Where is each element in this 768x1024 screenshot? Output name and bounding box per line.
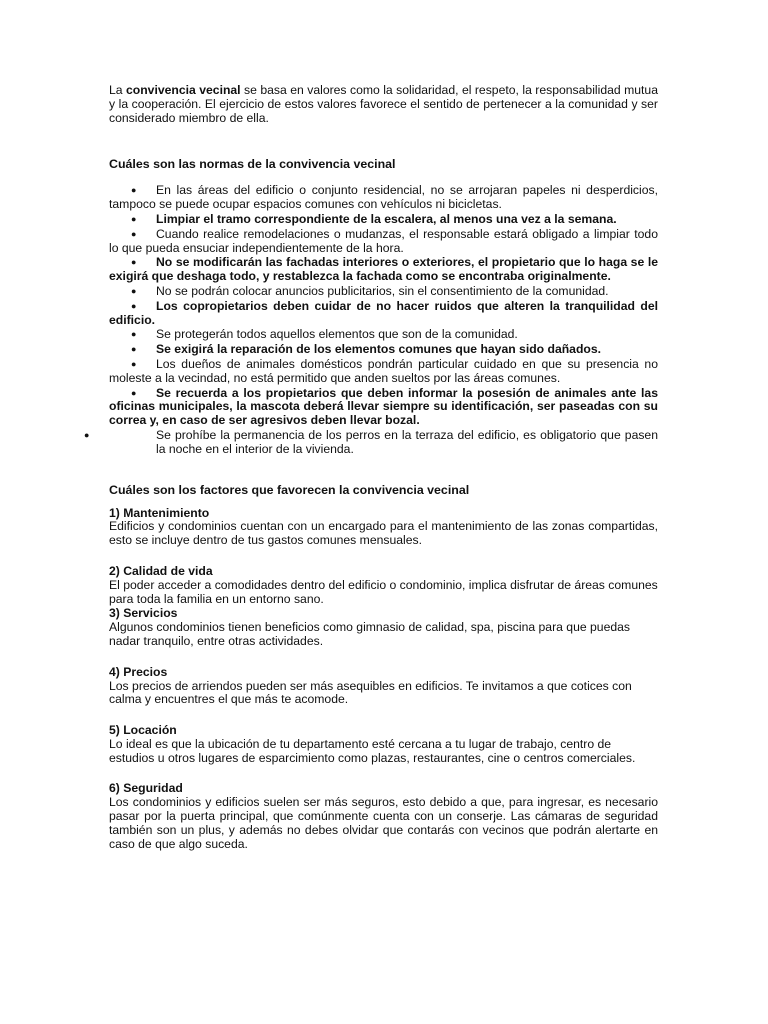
norm-text: Los dueños de animales domésticos pondrán particular cuidado en que su presencia no moleste a la vecindad, no está permitido que anden sueltos por las áreas comunes. (109, 356, 658, 385)
norm-item (109, 343, 658, 357)
factor-text: Los precios de arriendos pueden ser más asequibles en edificios. Te invitamos a que cotices con calma y encuentres el que más te acomode. (109, 678, 632, 707)
factor-heading: 6) Seguridad (109, 781, 183, 796)
factor-text: Lo ideal es que la ubicación de tu departamento esté cercana a tu lugar de trabajo, centro de estudios u otros lugares de esparcimiento como plazas, restaurantes, cine o centros comerciales. (109, 736, 636, 765)
factor-heading: 3) Servicios (109, 606, 178, 621)
norm-item (109, 328, 658, 342)
bullet-icon: ● (131, 329, 137, 340)
norm-item (109, 256, 658, 284)
norm-text: Se prohíbe la permanencia de los perros en la terraza del edificio, es obligatorio que pasen la noche en el interior de la vivienda. (156, 427, 658, 456)
norm-item (84, 427, 658, 457)
bullet-icon: ● (131, 185, 137, 196)
factors-heading: Cuáles son los factores que favorecen la convivencia vecinal (109, 482, 470, 497)
factor-text: Edificios y condominios cuentan con un encargado para el mantenimiento de las zonas compartidas, esto se incluye dentro de tus gastos comunes mensuales. (109, 519, 658, 548)
norm-text: No se podrán colocar anuncios publicitarios, sin el consentimiento de la comunidad. (156, 283, 609, 298)
norm-text: Los copropietarios deben cuidar de no hacer ruidos que alteren la tranquilidad del edificio. (109, 298, 658, 327)
norm-text: Se protegerán todos aquellos elementos que son de la comunidad. (156, 327, 518, 342)
factor-text: Algunos condominios tienen beneficios como gimnasio de calidad, spa, piscina para que puedas nadar tranquilo, entre otras actividades. (109, 620, 631, 648)
bullet-icon: ● (131, 344, 137, 355)
norm-text: Cuando realice remodelaciones o mudanzas, el responsable estará obligado a limpiar todo lo que pueda ensuciar independientemente de la hora. (109, 226, 658, 255)
norm-item (109, 358, 658, 386)
norm-text: No se modificarán las fachadas interiores o exteriores, el propietario que lo haga se le exigirá que deshaga todo, y restablezca la fachada como se encontraba originalmente. (109, 255, 658, 284)
factor-section (109, 666, 658, 707)
bullet-icon: ● (131, 358, 137, 369)
bullet-icon: ● (131, 300, 137, 311)
intro-rest: se basa en valores como la solidaridad, el respeto, la responsabilidad mutua y la cooperación. El ejercicio de estos valores favorece el sentido de pertenecer a la comunidad y ser considerado miembro de ella. (109, 83, 658, 125)
norm-text: Limpiar el tramo correspondiente de la escalera, al menos una vez a la semana. (156, 211, 617, 226)
factor-text: Los condominios y edificios suelen ser más seguros, esto debido a que, para ingresar, es necesario pasar por la puerta principal, que comúnmente cuenta con un conserje. Las cámaras de seguridad también son un plus, y además no debes olvidar que contarás con vecinos que podrán alertarte en caso de que algo suceda. (109, 795, 658, 851)
factor-section (109, 507, 658, 548)
norm-text: Se exigirá la reparación de los elementos comunes que hayan sido dañados. (156, 342, 601, 357)
norm-item (109, 387, 658, 428)
norm-item (109, 300, 658, 328)
factor-heading: 5) Locación (109, 723, 177, 738)
factor-section (109, 782, 658, 851)
factor-section (109, 724, 658, 765)
bullet-icon: ● (131, 387, 137, 398)
norm-item (109, 213, 658, 227)
factor-section (109, 565, 658, 606)
factor-heading: 1) Mantenimiento (109, 505, 210, 520)
bullet-icon: ● (131, 257, 137, 268)
norm-text: En las áreas del edificio o conjunto residencial, no se arrojaran papeles ni desperdicios, tampoco se puede ocupar espacios comunes con vehículos ni bicicletas. (109, 183, 658, 212)
norm-item (109, 184, 658, 212)
intro-lead: La (109, 83, 127, 97)
factor-heading: 2) Calidad de vida (109, 563, 213, 578)
intro-paragraph (109, 84, 658, 125)
factor-heading: 4) Precios (109, 664, 168, 679)
bullet-icon: ● (131, 228, 137, 239)
bullet-icon: ● (84, 429, 90, 440)
factor-section (109, 607, 658, 648)
factor-text: El poder acceder a comodidades dentro del edificio o condominio, implica disfrutar de áreas comunes para toda la familia en un entorno sano. (109, 577, 658, 606)
bullet-icon: ● (131, 213, 137, 224)
norm-text: Se recuerda a los propietarios que deben informar la posesión de animales ante las oficinas municipales, la mascota deberá llevar siempre su identificación, ser paseadas con su correa y, en caso de ser agresivos deben llevar bozal. (109, 385, 658, 428)
norm-item (109, 228, 658, 256)
norm-item (109, 285, 658, 299)
norms-list (84, 183, 658, 456)
intro-term: convivencia vecinal (126, 83, 241, 97)
bullet-icon: ● (131, 285, 137, 296)
document-body (84, 83, 658, 868)
norms-heading: Cuáles son las normas de la convivencia vecinal (109, 157, 396, 172)
